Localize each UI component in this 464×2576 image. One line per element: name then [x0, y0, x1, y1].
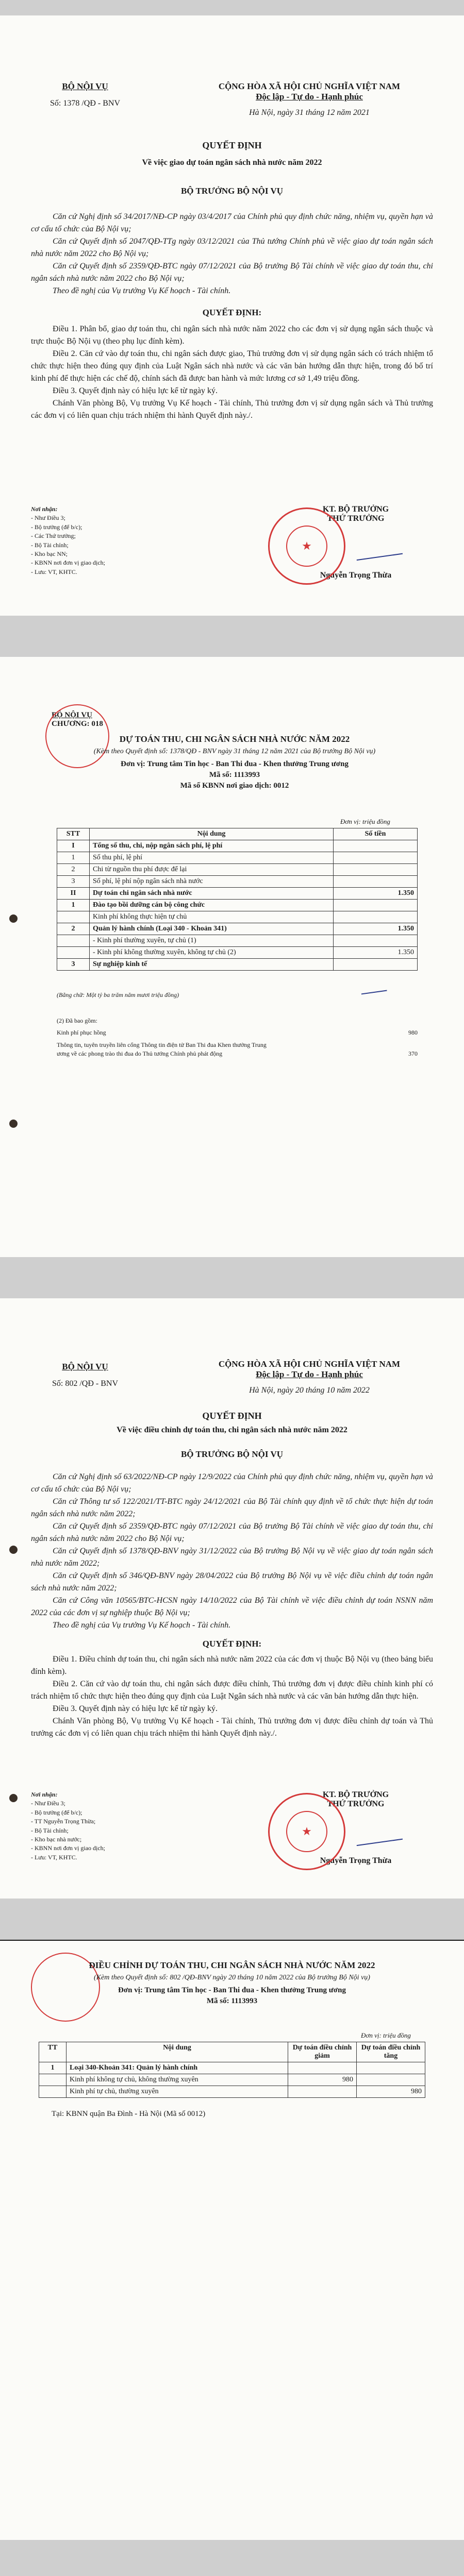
- col-header-stt: STT: [57, 828, 90, 840]
- row-stt: 1: [39, 2062, 67, 2074]
- decision-subject: Về việc điều chỉnh dự toán thu, chi ngân sách nhà nước năm 2022: [117, 1426, 347, 1434]
- col-header-content: Nội dung: [67, 2042, 288, 2062]
- row-stt: 1: [57, 900, 90, 911]
- ministry-header: [21, 1362, 150, 1388]
- punch-hole-icon: [9, 1794, 18, 1802]
- country-name: CỘNG HÒA XÃ HỘI CHỦ NGHĨA VIỆT NAM: [218, 81, 401, 91]
- table-row: [57, 959, 418, 971]
- table-row: [57, 923, 418, 935]
- ministry-name: BỘ NỘI VỤ: [52, 711, 92, 719]
- row-stt: I: [57, 840, 90, 852]
- adjustment-reference: (Kèm theo Quyết định số: 802 /QĐ-BNV ngày 20 tháng 10 năm 2022 của Bộ trưởng Bộ Nội vụ): [94, 1974, 370, 1981]
- amount-in-words: (Bằng chữ: Một tỷ ba trăm năm mươi triệu đồng): [57, 991, 179, 998]
- legal-basis-3: Căn cứ Quyết định số 2359/QĐ-BTC ngày 07/12/2021 của Bộ trưởng Bộ Tài chính về việc giao dự toán thu, chi ngân sách nhà nước năm 2022 cho Bộ Nội vụ;: [31, 262, 433, 283]
- sign-title-2: THỨ TRƯỞNG: [327, 514, 385, 523]
- issue-date: Hà Nội, ngày 31 tháng 12 năm 2021: [249, 108, 370, 117]
- recipient-item: - Như Điều 3;: [31, 1800, 65, 1807]
- included-item-text: Thông tin, tuyên truyền liên cổng Thông tin điện tử Ban Thi đua Khen thưởng Trung ương về các phong trào thi đua do Thủ tướng Chính phủ phát động: [57, 1041, 267, 1058]
- row-amount: 1.350: [334, 923, 418, 935]
- adjustment-heading: [36, 1960, 428, 2006]
- table-row: [57, 840, 418, 852]
- article-3: Điều 3. Quyết định này có hiệu lực kể từ ngày ký.: [53, 386, 218, 395]
- row-increase: [357, 2062, 425, 2074]
- punch-hole-icon: [9, 1120, 18, 1128]
- table-row: [57, 852, 418, 864]
- legal-basis-4: Theo đề nghị của Vụ trưởng Vụ Kế hoạch - Tài chính.: [53, 286, 231, 295]
- row-content: Kinh phí không tự chủ, không thường xuyên: [67, 2074, 288, 2086]
- article-execution: Chánh Văn phòng Bộ, Vụ trưởng Vụ Kế hoạch - Tài chính, Thủ trưởng đơn vị sử dụng ngân sách và Thủ trưởng các đơn vị có liên quan chịu trách nhiệm thi hành Quyết định này./.: [31, 399, 433, 420]
- recipient-item: - Kho bạc nhà nước;: [31, 1835, 82, 1843]
- row-stt: [57, 935, 90, 947]
- legal-basis-7: Theo đề nghị của Vụ trưởng Vụ Kế hoạch - Tài chính.: [53, 1621, 231, 1630]
- sign-title-1: KT. BỘ TRƯỞNG: [322, 1790, 389, 1799]
- chapter-code: CHƯƠNG: 018: [52, 720, 103, 728]
- table-row: [57, 900, 418, 911]
- page-4-adjustment-table: [0, 1940, 464, 2540]
- recipient-item: - Bộ trưởng (để b/c);: [31, 1808, 82, 1816]
- recipients-title: Nơi nhận:: [31, 1791, 58, 1798]
- handwritten-signature-icon: [360, 985, 387, 995]
- col-header-content: Nội dung: [90, 828, 334, 840]
- row-decrease: [288, 2062, 357, 2074]
- row-content: Sự nghiệp kinh tế: [90, 959, 334, 971]
- article-execution: Chánh Văn phòng Bộ, Vụ trưởng Vụ Kế hoạch - Tài chính, Thủ trưởng đơn vị được điều chỉnh dự toán và Thủ trưởng các đơn vị có liên quan chịu trách nhiệm thi hành Quyết định này./.: [31, 1717, 433, 1738]
- unit-code: Mã số: 1113993: [209, 771, 260, 779]
- recipient-item: - Như Điều 3;: [31, 514, 65, 522]
- row-stt: 1: [57, 852, 90, 864]
- country-name: CỘNG HÒA XÃ HỘI CHỦ NGHĨA VIỆT NAM: [218, 1359, 401, 1369]
- row-content: Quản lý hành chính (Loại 340 - Khoản 341): [90, 923, 334, 935]
- article-1: Điều 1. Phân bổ, giao dự toán thu, chi ngân sách nhà nước năm 2022 cho các đơn vị sử dụng ngân sách thuộc và trực thuộc Bộ Nội vụ (theo phụ lục đính kèm).: [31, 325, 433, 346]
- national-motto: Độc lập - Tự do - Hạnh phúc: [256, 1369, 363, 1379]
- row-content: Số thu phí, lệ phí: [90, 852, 334, 864]
- row-stt: II: [57, 888, 90, 900]
- national-motto: Độc lập - Tự do - Hạnh phúc: [256, 92, 363, 101]
- treasury-code: Mã số KBNN nơi giao dịch: 0012: [180, 782, 289, 790]
- table-header-row: [39, 2042, 425, 2062]
- recipient-item: - KBNN nơi đơn vị giao dịch;: [31, 1844, 106, 1852]
- row-stt: [39, 2074, 67, 2086]
- legal-basis-1: Căn cứ Nghị định số 63/2022/NĐ-CP ngày 12/9/2022 của Chính phủ quy định chức năng, nhiệm vụ, quyền hạn và cơ cấu tổ chức của Bộ Nội vụ;: [31, 1472, 433, 1494]
- row-increase: 980: [357, 2086, 425, 2098]
- row-content: Loại 340-Khoản 341: Quản lý hành chính: [67, 2062, 288, 2074]
- ministry-name: BỘ NỘI VỤ: [62, 1362, 108, 1371]
- page-3-decision-802: [0, 1298, 464, 1899]
- list-item: [57, 1041, 418, 1059]
- recipient-item: - Các Thứ trưởng;: [31, 532, 76, 540]
- page-1-decision-1378: [0, 15, 464, 616]
- table-row: [39, 2086, 425, 2098]
- signer-name: Nguyễn Trọng Thừa: [320, 571, 392, 580]
- row-amount: [334, 935, 418, 947]
- row-stt: [57, 911, 90, 923]
- estimate-heading: [46, 734, 423, 790]
- ministry-name: BỘ NỘI VỤ: [62, 81, 108, 91]
- adjustment-title: ĐIỀU CHỈNH DỰ TOÁN THU, CHI NGÂN SÁCH NHÀ NƯỚC NĂM 2022: [89, 1960, 375, 1970]
- sign-title-1: KT. BỘ TRƯỞNG: [322, 505, 389, 514]
- estimate-reference: (Kèm theo Quyết định số: 1378/QĐ - BNV ngày 31 tháng 12 năm 2021 của Bộ trưởng Bộ Nội vụ): [93, 748, 376, 755]
- row-amount: [334, 852, 418, 864]
- scan-edge-line: [0, 1940, 464, 1941]
- row-amount: 1.350: [334, 888, 418, 900]
- legal-basis-4: Căn cứ Quyết định số 1378/QĐ-BNV ngày 31/12/2022 của Bộ trưởng Bộ Nội vụ về việc giao dự toán ngân sách nhà nước năm 2022;: [31, 1547, 433, 1568]
- table-row: [57, 911, 418, 923]
- row-content: Tổng số thu, chi, nộp ngân sách phí, lệ phí: [90, 840, 334, 852]
- row-stt: 3: [57, 959, 90, 971]
- decision-body: [31, 1411, 433, 1740]
- row-amount: [334, 900, 418, 911]
- row-amount: [334, 911, 418, 923]
- punch-hole-icon: [9, 914, 18, 923]
- ministry-header: [21, 81, 150, 108]
- recipient-item: - Bộ trưởng (để b/c);: [31, 523, 82, 531]
- list-item: [57, 1028, 418, 1037]
- table-row: [39, 2062, 425, 2074]
- table-row: [57, 888, 418, 900]
- decision-number: Số: 1378 /QĐ - BNV: [49, 99, 120, 108]
- issuing-authority: BỘ TRƯỞNG BỘ NỘI VỤ: [180, 1449, 284, 1459]
- legal-basis-2: Căn cứ Thông tư số 122/2021/TT-BTC ngày 24/12/2021 của Bộ Tài chính quy định về tổ chức thực hiện dự toán ngân sách nhà nước năm 2022;: [31, 1497, 433, 1518]
- decides-heading: QUYẾT ĐỊNH:: [202, 1639, 262, 1649]
- decision-title: QUYẾT ĐỊNH: [202, 1411, 262, 1421]
- estimate-title: DỰ TOÁN THU, CHI NGÂN SÁCH NHÀ NƯỚC NĂM 2022: [119, 734, 350, 744]
- row-content: - Kinh phí không thường xuyên, không tự chủ (2): [90, 947, 334, 959]
- row-amount: 1.350: [334, 947, 418, 959]
- estimate-table: [57, 828, 418, 971]
- national-header: [175, 1359, 443, 1395]
- included-item-amount: 980: [408, 1029, 418, 1037]
- article-2: Điều 2. Căn cứ vào dự toán thu, chi ngân sách được giao, Thủ trưởng đơn vị sử dụng ngân sách có trách nhiệm tổ chức thực hiện theo đúng quy định của Luật Ngân sách nhà nước và các văn bản hướng dẫn thực hiện, trong đó bố trí kinh phí để thực hiện các chế độ, chính sách đã được ban hành và mức lương cơ sở 1,49 triệu đồng.: [31, 349, 433, 383]
- adjustment-table-body: [39, 2062, 425, 2098]
- row-stt: 3: [57, 876, 90, 888]
- table-row: [57, 947, 418, 959]
- row-decrease: 980: [288, 2074, 357, 2086]
- red-seal-icon: ★: [268, 1793, 345, 1870]
- col-header-stt: TT: [39, 2042, 67, 2062]
- included-items: [57, 1016, 418, 1059]
- row-content: Đào tạo bồi dưỡng cán bộ công chức: [90, 900, 334, 911]
- row-amount: [334, 864, 418, 876]
- article-2: Điều 2. Căn cứ vào dự toán thu, chi ngân sách được điều chỉnh, Thủ trưởng đơn vị được điều chỉnh kinh phí có trách nhiệm tổ chức thực hiện theo đúng quy định của Luật Ngân sách nhà nước và các văn bản hướng dẫn thực hiện.: [31, 1680, 433, 1701]
- included-title: (2) Đã bao gồm:: [57, 1017, 97, 1024]
- row-amount: [334, 840, 418, 852]
- issue-date: Hà Nội, ngày 20 tháng 10 năm 2022: [249, 1386, 370, 1395]
- unit-name: Đơn vị: Trung tâm Tin học - Ban Thi đua - Khen thưởng Trung ương: [118, 1986, 346, 1994]
- article-1: Điều 1. Điều chỉnh dự toán thu, chi ngân sách nhà nước năm 2022 của các đơn vị thuộc Bộ Nội vụ (theo bảng biểu đính kèm).: [31, 1655, 433, 1676]
- legal-basis-3: Căn cứ Quyết định số 2359/QĐ-BTC ngày 07/12/2021 của Bộ trưởng Bộ Tài chính về việc giao dự toán thu, chi ngân sách nhà nước năm 2022 cho Bộ Nội vụ;: [31, 1522, 433, 1543]
- punch-hole-icon: [9, 1546, 18, 1554]
- legal-basis-6: Căn cứ Công văn 10565/BTC-HCSN ngày 14/10/2022 của Bộ Tài chính về việc điều chỉnh dự toán NSNN năm 2022 của các đơn vị sự nghiệp thuộc Bộ Nội vụ;: [31, 1596, 433, 1617]
- row-stt: 2: [57, 864, 90, 876]
- row-decrease: [288, 2086, 357, 2098]
- row-stt: [39, 2086, 67, 2098]
- table-row: [57, 876, 418, 888]
- col-header-decrease: Dự toán điều chỉnh giảm: [288, 2042, 357, 2062]
- page-2-budget-estimate: [0, 657, 464, 1257]
- decision-body: [31, 140, 433, 422]
- included-item-amount: 370: [408, 1050, 418, 1058]
- recipients-block: [31, 505, 165, 577]
- treasury-location: Tại: KBNN quận Ba Đình - Hà Nội (Mã số 0012): [52, 2110, 206, 2118]
- table-row: [57, 864, 418, 876]
- row-content: Số phí, lệ phí nộp ngân sách nhà nước: [90, 876, 334, 888]
- table-row: [57, 935, 418, 947]
- decides-heading: QUYẾT ĐỊNH:: [202, 308, 262, 317]
- recipient-item: - Lưu: VT, KHTC.: [31, 1853, 77, 1861]
- included-item-text: Kinh phí phục hồng: [57, 1029, 106, 1037]
- row-content: Dự toán chi ngân sách nhà nước: [90, 888, 334, 900]
- recipients-block: [31, 1790, 165, 1862]
- row-increase: [357, 2074, 425, 2086]
- recipient-item: - Bộ Tài chính;: [31, 1826, 69, 1834]
- issuing-authority: BỘ TRƯỞNG BỘ NỘI VỤ: [180, 186, 284, 196]
- recipient-item: - Kho bạc NN;: [31, 550, 68, 557]
- unit-name: Đơn vị: Trung tâm Tin học - Ban Thi đua - Khen thưởng Trung ương: [121, 760, 349, 768]
- row-stt: [57, 947, 90, 959]
- row-amount: [334, 959, 418, 971]
- recipients-title: Nơi nhận:: [31, 505, 58, 513]
- row-content: - Kinh phí thường xuyên, tự chủ (1): [90, 935, 334, 947]
- recipient-item: - KBNN nơi đơn vị giao dịch;: [31, 559, 106, 567]
- recipient-item: - Lưu: VT, KHTC.: [31, 568, 77, 575]
- red-seal-icon: ★: [268, 507, 345, 585]
- recipient-item: - Bộ Tài chính;: [31, 541, 69, 549]
- legal-basis-2: Căn cứ Quyết định số 2047/QĐ-TTg ngày 03/12/2021 của Thủ tướng Chính phủ về việc giao dự toán ngân sách nhà nước năm 2022 cho Bộ Nội vụ;: [31, 237, 433, 258]
- row-amount: [334, 876, 418, 888]
- national-header: [175, 81, 443, 117]
- row-content: Kinh phí không thực hiện tự chủ: [90, 911, 334, 923]
- sign-title-2: THỨ TRƯỞNG: [327, 1800, 385, 1808]
- col-header-amount: Số tiền: [334, 828, 418, 840]
- currency-unit: Đơn vị: triệu đồng: [340, 818, 390, 825]
- article-3: Điều 3. Quyết định này có hiệu lực kể từ ngày ký.: [53, 1704, 218, 1713]
- legal-basis-1: Căn cứ Nghị định số 34/2017/NĐ-CP ngày 03/4/2017 của Chính phủ quy định chức năng, nhiệm vụ, quyền hạn và cơ cấu tổ chức của Bộ Nội vụ;: [31, 212, 433, 233]
- col-header-increase: Dự toán điều chỉnh tăng: [357, 2042, 425, 2062]
- row-content: Chi từ nguồn thu phí được để lại: [90, 864, 334, 876]
- decision-title: QUYẾT ĐỊNH: [202, 140, 262, 150]
- decision-subject: Về việc giao dự toán ngân sách nhà nước năm 2022: [142, 158, 322, 167]
- adjustment-table: [39, 2042, 425, 2098]
- row-content: Kinh phí tự chủ, thường xuyên: [67, 2086, 288, 2098]
- recipient-item: - TT Nguyễn Trọng Thừa;: [31, 1818, 96, 1825]
- table-header-row: [57, 828, 418, 840]
- signer-name: Nguyễn Trọng Thừa: [320, 1856, 392, 1865]
- row-stt: 2: [57, 923, 90, 935]
- legal-basis-5: Căn cứ Quyết định số 346/QĐ-BNV ngày 28/04/2022 của Bộ trưởng Bộ Nội vụ về việc điều chỉnh dự toán ngân sách nhà nước năm 2022;: [31, 1571, 433, 1592]
- unit-code: Mã số: 1113993: [206, 1997, 258, 2005]
- decision-number: Số: 802 /QĐ - BNV: [52, 1379, 118, 1388]
- estimate-table-body: [57, 840, 418, 971]
- currency-unit: Đơn vị: triệu đồng: [361, 2031, 411, 2039]
- table-row: [39, 2074, 425, 2086]
